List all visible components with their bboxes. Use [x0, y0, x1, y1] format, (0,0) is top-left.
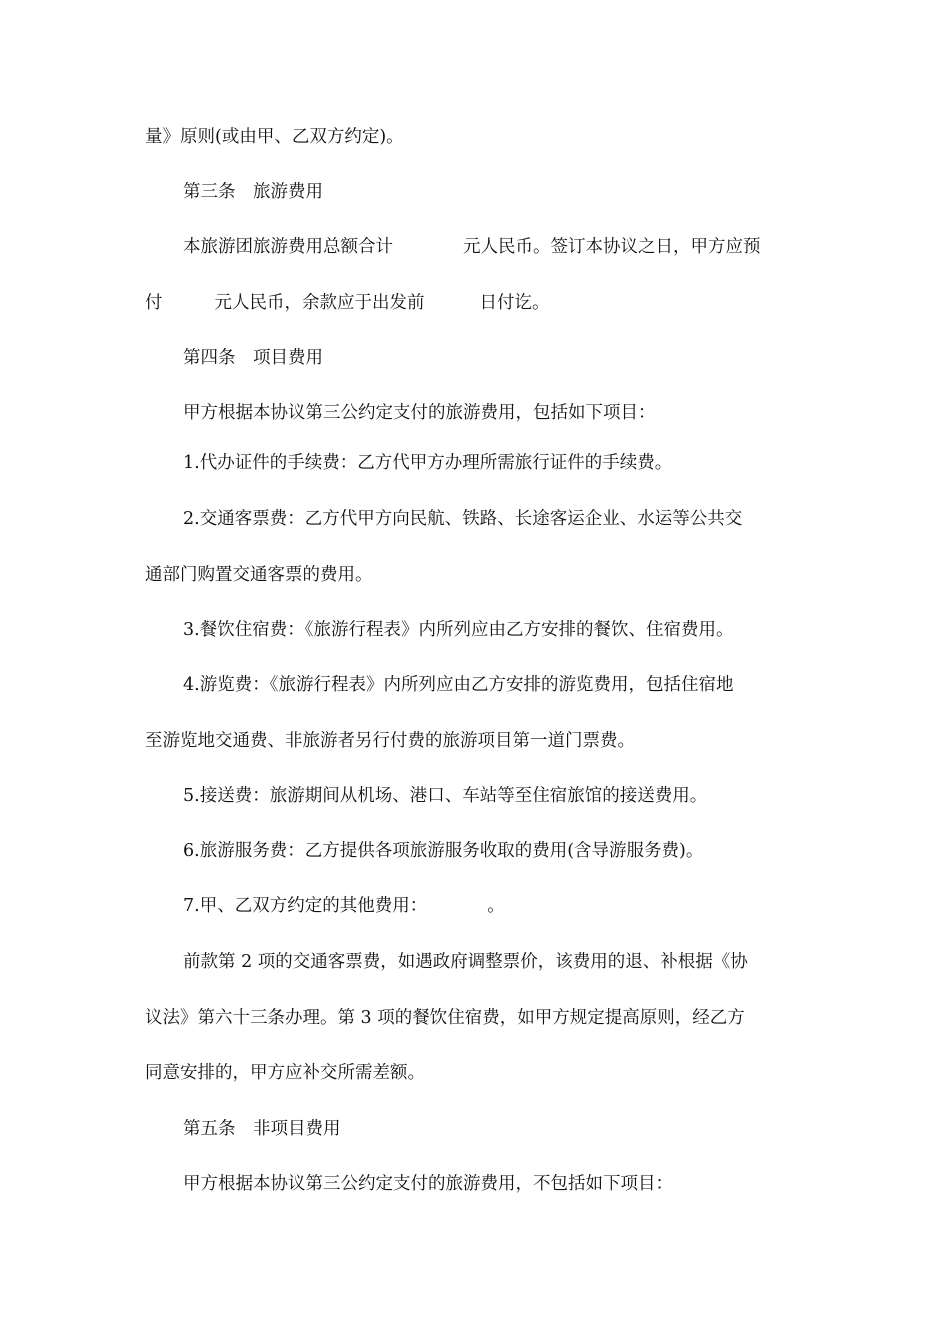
list-item-3: 3.餐饮住宿费：《旅游行程表》内所列应由乙方安排的餐饮、住宿费用。 — [183, 620, 734, 640]
article-4-heading: 第四条 项目费用 — [183, 348, 323, 368]
article-3-paragraph-line-2 — [145, 292, 550, 314]
text-segment: 本旅游团旅游费用总额合计 — [183, 237, 393, 257]
list-item-2-line-1: 2.交通客票费：乙方代甲方向民航、铁路、长途客运企业、水运等公共交 — [183, 509, 743, 529]
article-5-heading: 第五条 非项目费用 — [183, 1119, 341, 1139]
article-5-intro: 甲方根据本协议第三公约定支付的旅游费用，不包括如下项目： — [183, 1174, 673, 1194]
list-item-4-line-1: 4.游览费：《旅游行程表》内所列应由乙方安排的游览费用，包括住宿地 — [183, 675, 734, 695]
list-item-6: 6.旅游服务费：乙方提供各项旅游服务收取的费用(含导游服务费)。 — [183, 841, 704, 861]
note-line-3: 同意安排的，甲方应补交所需差额。 — [145, 1063, 425, 1083]
article-4-intro: 甲方根据本协议第三公约定支付的旅游费用，包括如下项目： — [183, 403, 656, 423]
list-item-7 — [183, 895, 505, 917]
note-line-1: 前款第 2 项的交通客票费，如遇政府调整票价，该费用的退、补根据《协 — [183, 952, 748, 972]
text-segment: 付 — [145, 293, 163, 313]
list-item-1: 1.代办证件的手续费：乙方代甲方办理所需旅行证件的手续费。 — [183, 453, 673, 473]
text-segment: 日付讫。 — [479, 293, 550, 313]
article-3-heading: 第三条 旅游费用 — [183, 182, 323, 202]
text-segment: 。 — [487, 896, 505, 916]
list-item-2-line-2: 通部门购置交通客票的费用。 — [145, 565, 373, 585]
note-line-2: 议法》第六十三条办理。第 3 项的餐饮住宿费，如甲方规定提高原则，经乙方 — [145, 1008, 745, 1028]
text-segment: 元人民币，余款应于出发前 — [214, 293, 425, 313]
list-item-4-line-2: 至游览地交通费、非旅游者另行付费的旅游项目第一道门票费。 — [145, 731, 635, 751]
text-segment: 元人民币。签订本协议之日，甲方应预 — [463, 237, 761, 257]
list-item-5: 5.接送费：旅游期间从机场、港口、车站等至住宿旅馆的接送费用。 — [183, 786, 708, 806]
text-segment: 7.甲、乙双方约定的其他费用： — [183, 896, 428, 916]
paragraph-continuation: 量》原则(或由甲、乙双方约定)。 — [145, 127, 404, 147]
article-3-paragraph-line-1 — [183, 236, 761, 258]
